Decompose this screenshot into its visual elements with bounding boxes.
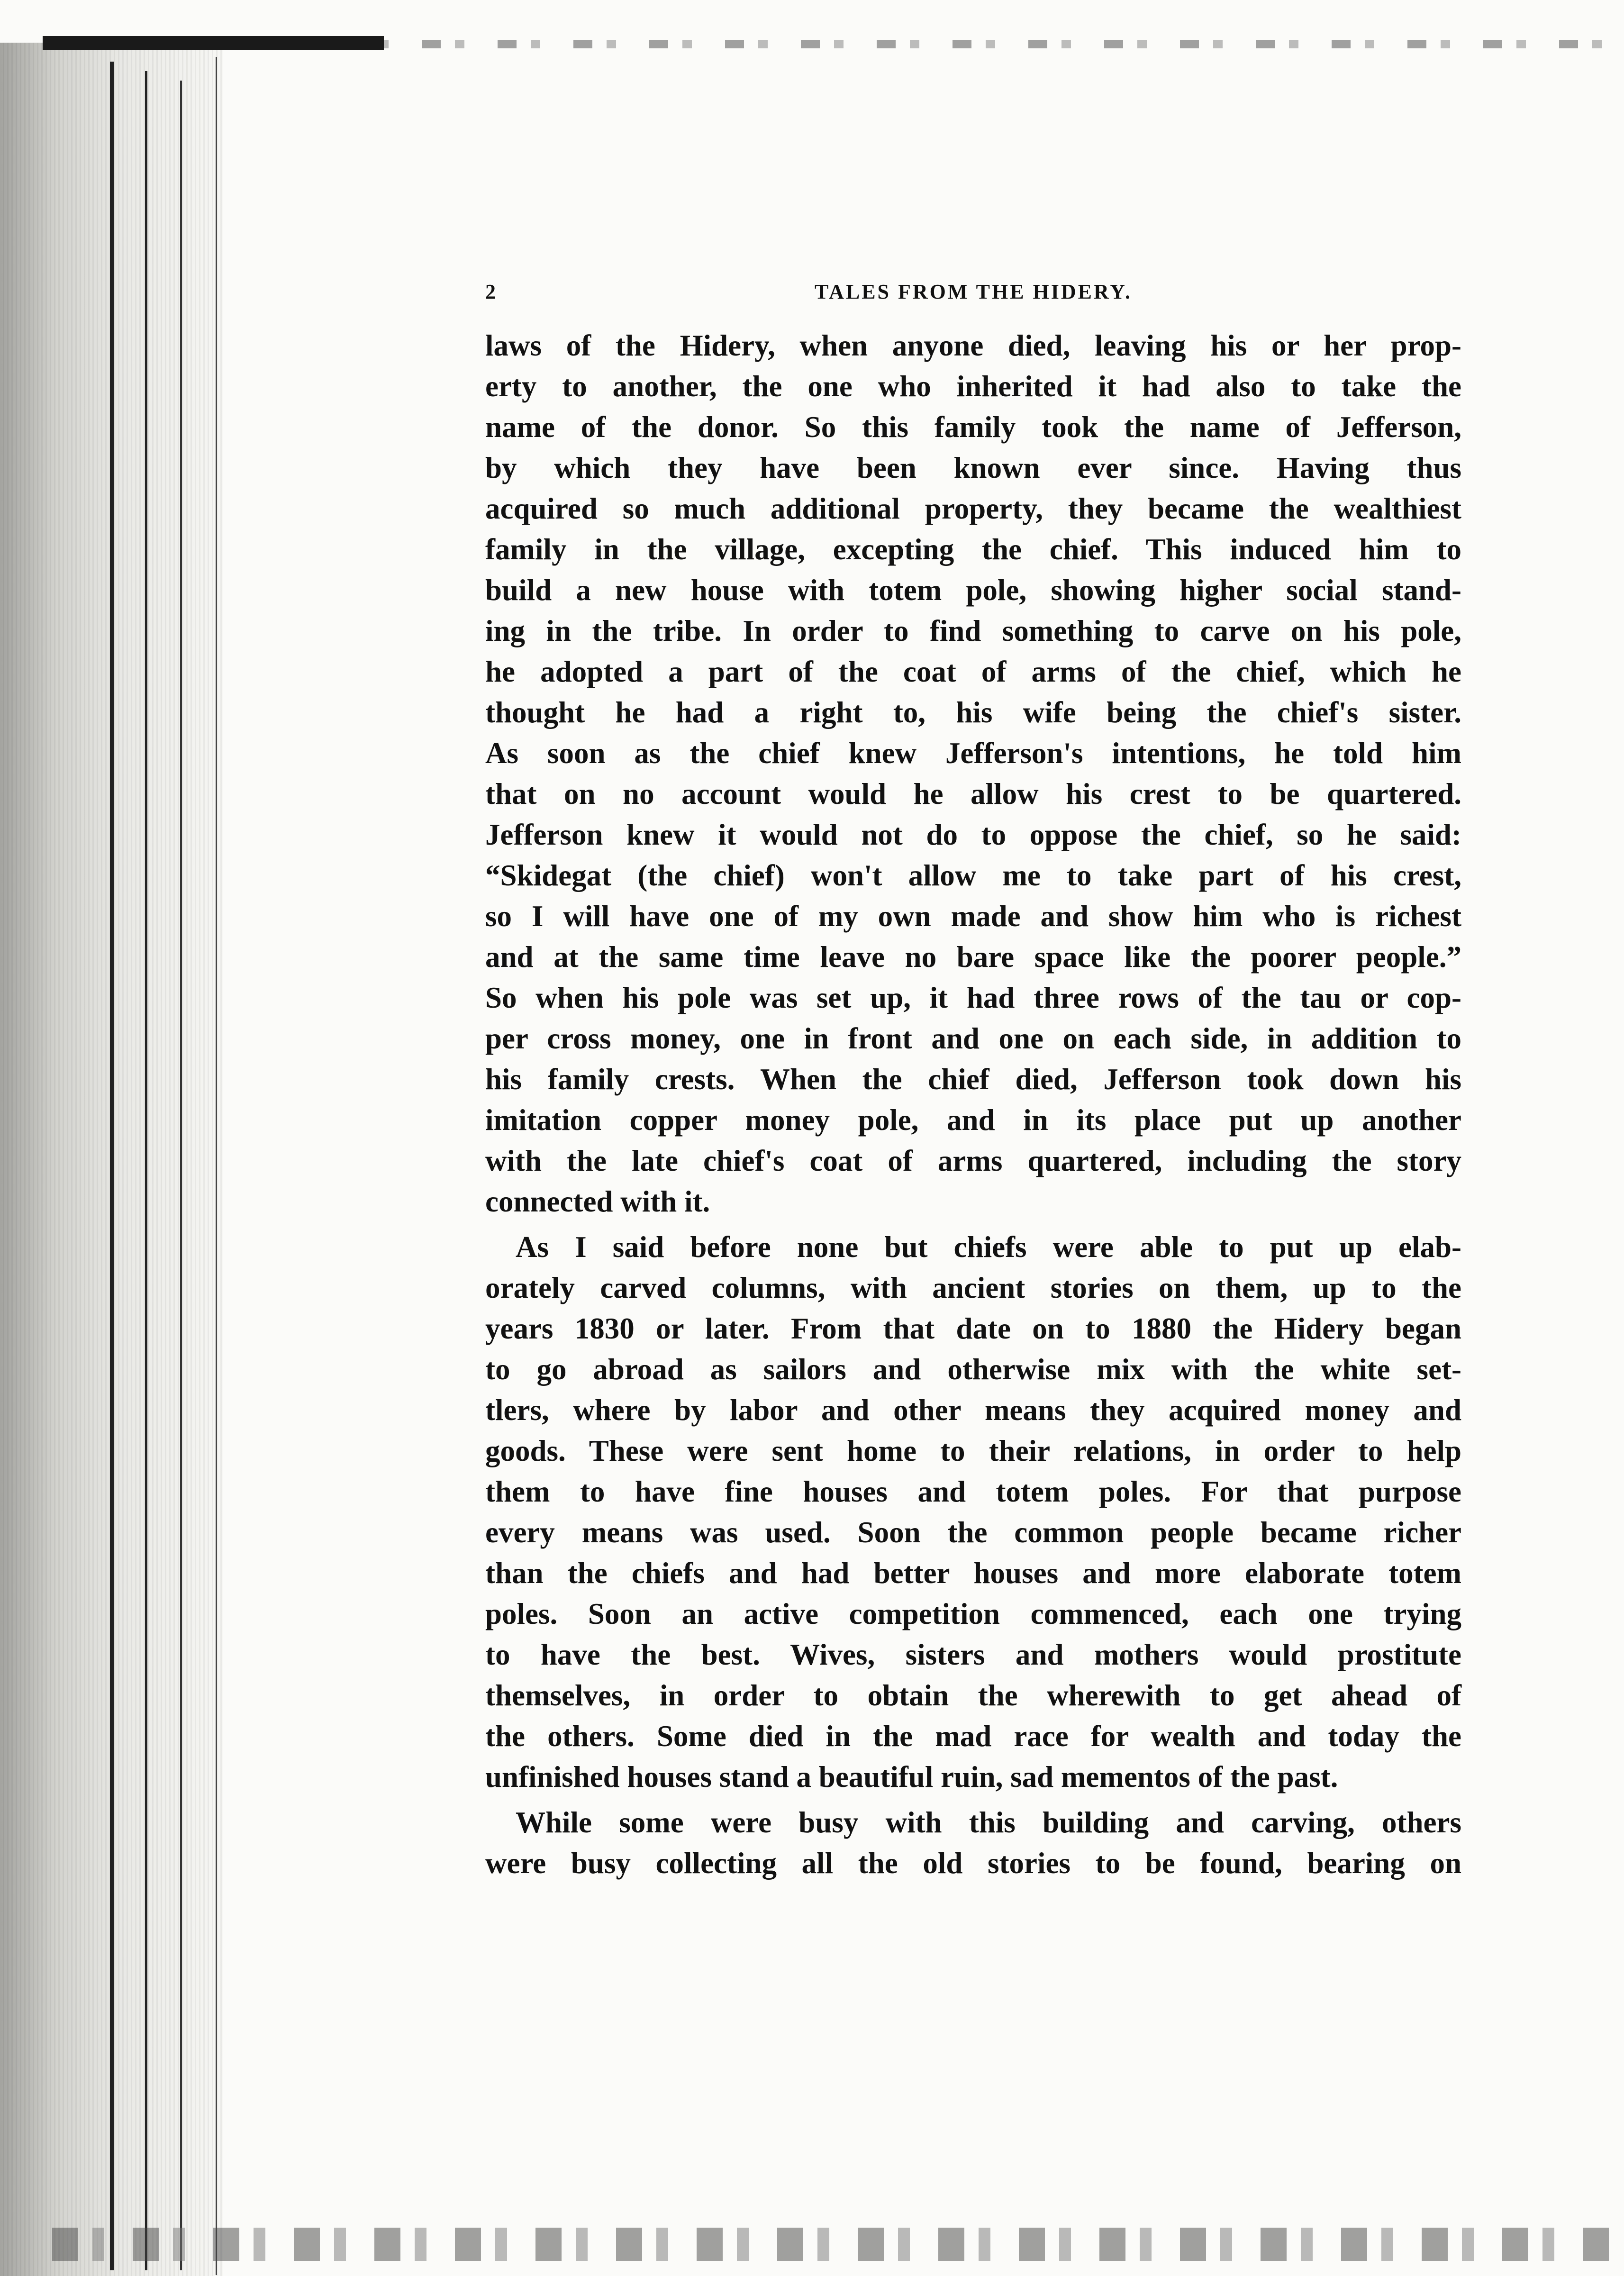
text-line: unfinished houses stand a beautiful ruin, sad mementos of the past. [485,1760,1338,1793]
text-line: thought he had a right to, his wife being the chief's sister. [485,696,1461,729]
text-line: were busy collecting all the old stories to be found, bearing on [485,1847,1461,1880]
text-line: every means was used. Soon the common people became richer [485,1516,1461,1549]
text-line: name of the donor. So this family took the name of Jefferson, [485,410,1461,444]
text-line: them to have fine houses and totem poles. For that purpose [485,1475,1461,1508]
text-line: acquired so much additional property, they became the wealthiest [485,492,1461,525]
text-line: Jefferson knew it would not do to oppose the chief, so he said: [485,818,1461,851]
binding-shadow-line [110,62,114,2270]
text-line: So when his pole was set up, it had three rows of the tau or cop- [485,981,1461,1014]
text-line: than the chiefs and had better houses and more elaborate totem [485,1557,1461,1590]
text-line: that on no account would he allow his crest to be quartered. [485,777,1461,810]
text-line: build a new house with totem pole, showing higher social stand- [485,574,1461,607]
paragraph [485,325,1461,1222]
text-line: and at the same time leave no bare space like the poorer people.” [485,940,1461,974]
text-line: he adopted a part of the coat of arms of the chief, which he [485,655,1461,688]
text-column [485,275,1461,1888]
text-line: poles. Soon an active competition commenced, each one trying [485,1597,1461,1630]
text-line: to go abroad as sailors and otherwise mix with the white set- [485,1353,1461,1386]
text-line: laws of the Hidery, when anyone died, leaving his or her prop- [485,329,1461,362]
page-number: 2 [485,280,498,303]
text-line: As I said before none but chiefs were able to put up elab- [516,1230,1461,1264]
text-line: with the late chief's coat of arms quartered, including the story [485,1144,1461,1177]
text-line: per cross money, one in front and one on each side, in addition to [485,1022,1461,1055]
running-title: TALES FROM THE HIDERY. [815,280,1132,303]
text-line: themselves, in order to obtain the wherewith to get ahead of [485,1679,1461,1712]
text-line: by which they have been known ever since. Having thus [485,451,1461,484]
text-line: connected with it. [485,1185,710,1218]
text-line: years 1830 or later. From that date on to 1880 the Hidery began [485,1312,1461,1345]
binding-shadow-line [216,57,217,2275]
text-line: the others. Some died in the mad race for wealth and today the [485,1720,1461,1753]
text-line: erty to another, the one who inherited it had also to take the [485,370,1461,403]
scan-top-edge-dark [43,36,384,50]
paragraph [485,1802,1461,1884]
text-line: to have the best. Wives, sisters and mothers would prostitute [485,1638,1461,1671]
text-line: his family crests. When the chief died, Jefferson took down his [485,1063,1461,1096]
binding-shadow-line [145,71,147,2270]
text-line: so I will have one of my own made and show him who is richest [485,900,1461,933]
text-line: ing in the tribe. In order to find something to carve on his pole, [485,614,1461,647]
text-line: goods. These were sent home to their relations, in order to help [485,1434,1461,1467]
text-line: tlers, where by labor and other means they acquired money and [485,1393,1461,1427]
text-line: As soon as the chief knew Jefferson's intentions, he told him [485,737,1461,770]
text-line: “Skidegat (the chief) won't allow me to take part of his crest, [485,859,1461,892]
running-header [485,275,1461,313]
text-line: imitation copper money pole, and in its place put up another [485,1103,1461,1137]
paragraph [485,1227,1461,1797]
scan-bottom-edge [52,2228,1611,2261]
binding-shadow-line [180,81,182,2270]
text-line: family in the village, excepting the chief. This induced him to [485,533,1461,566]
text-line: While some were busy with this building and carving, others [516,1806,1461,1839]
text-line: orately carved columns, with ancient stories on them, up to the [485,1271,1461,1304]
